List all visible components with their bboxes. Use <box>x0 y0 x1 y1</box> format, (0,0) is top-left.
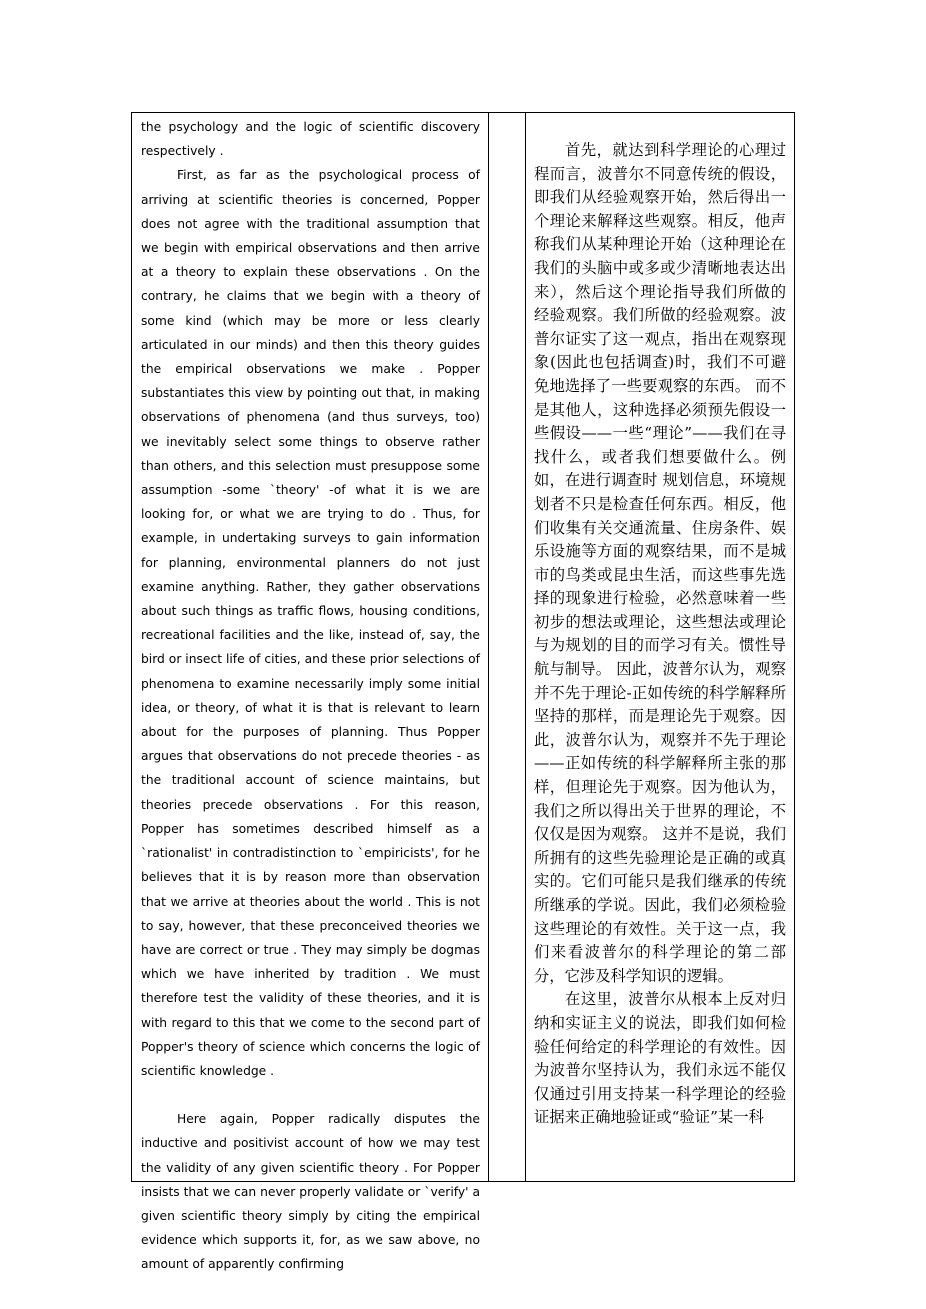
english-column <box>132 113 489 1272</box>
english-paragraph-2: Here again, Popper radically disputes the inductive and positivist account of how we may test the validity of any given scientific theory . For Popper insists that we can never properly validate or `verify' a given scientific theory simply by citing the empirical evidence which supports it, for, as we saw above, no amount of apparently confirming <box>141 1112 480 1272</box>
english-paragraph-1: First, as far as the psychological process of arriving at scientific theories is concerned, Popper does not agree with the traditional assumption that we begin with empirical observations and then arrive at a theory to explain these observations . On the contrary, he claims that we begin with a theory of some kind (which may be more or less clearly articulated in our minds) and then this theory guides the empirical observations we make . Popper substantiates this view by pointing out that, in making observations of phenomena (and thus surveys, too) we inevitably select some things to observe rather than others, and this selection must presuppose some assumption -some `theory' -of what it is we are looking for, or what we are trying to do . Thus, for example, in undertaking surveys to gain information for planning, environmental planners do not just examine anything. Rather, they gather observations about such things as traffic flows, housing conditions, recreational facilities and the like, instead of, say, the bird or insect life of cities, and these prior selections of phenomena to examine necessarily imply some initial idea, or theory, of what it is that is relevant to learn about for the purposes of planning. Thus Popper argues that observations do not precede theories - as the traditional account of science maintains, but theories precede observations . For this reason, Popper has sometimes described himself as a `rationalist' in contradistinction to `empiricists', for he believes that it is by reason more than observation that we arrive at theories about the world . This is not to say, however, that these preconceived theories we have are correct or true . They may simply be dogmas which we have inherited by tradition . We must therefore test the validity of these theories, and it is with regard to this that we come to the second part of Popper's theory of science which concerns the logic of scientific knowledge . <box>141 168 480 1078</box>
paragraph-spacer <box>534 115 786 139</box>
paragraph-spacer <box>141 1083 480 1107</box>
chinese-paragraph-1: 首先，就达到科学理论的心理过程而言，波普尔不同意传统的假设，即我们从经验观察开始，然后得出一个理论来解释这些观察。相反，他声称我们从某种理论开始（这种理论在我们的头脑中或多或少清晰地表达出来），然后这个理论指导我们所做的经验观察。我们所做的经验观察。波普尔证实了这一观点，指出在观察现象(因此也包括调查)时，我们不可避免地选择了一些要观察的东西。 而不是其他人，这种选择必须预先假设一些假设——一些“理论”——我们在寻找什么，或者我们想要做什么。例如，在进行调查时 规划信息，环境规划者不只是检查任何东西。相反，他们收集有关交通流量、住房条件、娱乐设施等方面的观察结果，而不是城市的鸟类或昆虫生活，而这些事先选择的现象进行检验，必然意味着一些初步的想法或理论，这些想法或理论与为规划的目的而学习有关。惯性导航与制导。 因此，波普尔认为，观察并不先于理论-正如传统的科学解释所坚持的那样，而是理论先于观察。因此，波普尔认为，观察并不先于理论——正如传统的科学解释所主张的那样，但理论先于观察。因为他认为，我们之所以得出关于世界的理论，不仅仅是因为观察。 这并不是说，我们所拥有的这些先验理论是正确的或真实的。它们可能只是我们继承的传统所继承的学说。因此，我们必须检验这些理论的有效性。关于这一点，我们来看波普尔的科学理论的第二部分，它涉及科学知识的逻辑。 <box>534 141 786 985</box>
bilingual-table <box>131 112 795 1272</box>
chinese-paragraph-2: 在这里，波普尔从根本上反对归纳和实证主义的说法，即我们如何检验任何给定的科学理论的有效性。因为波普尔坚持认为，我们永远不能仅仅通过引用支持某一科学理论的经验证据来正确地验证或“验证”某一科 <box>534 990 786 1127</box>
empty-middle-column <box>489 113 526 1181</box>
chinese-column <box>526 113 794 1181</box>
english-paragraph-continuation: the psychology and the logic of scientific discovery respectively . <box>141 120 480 159</box>
